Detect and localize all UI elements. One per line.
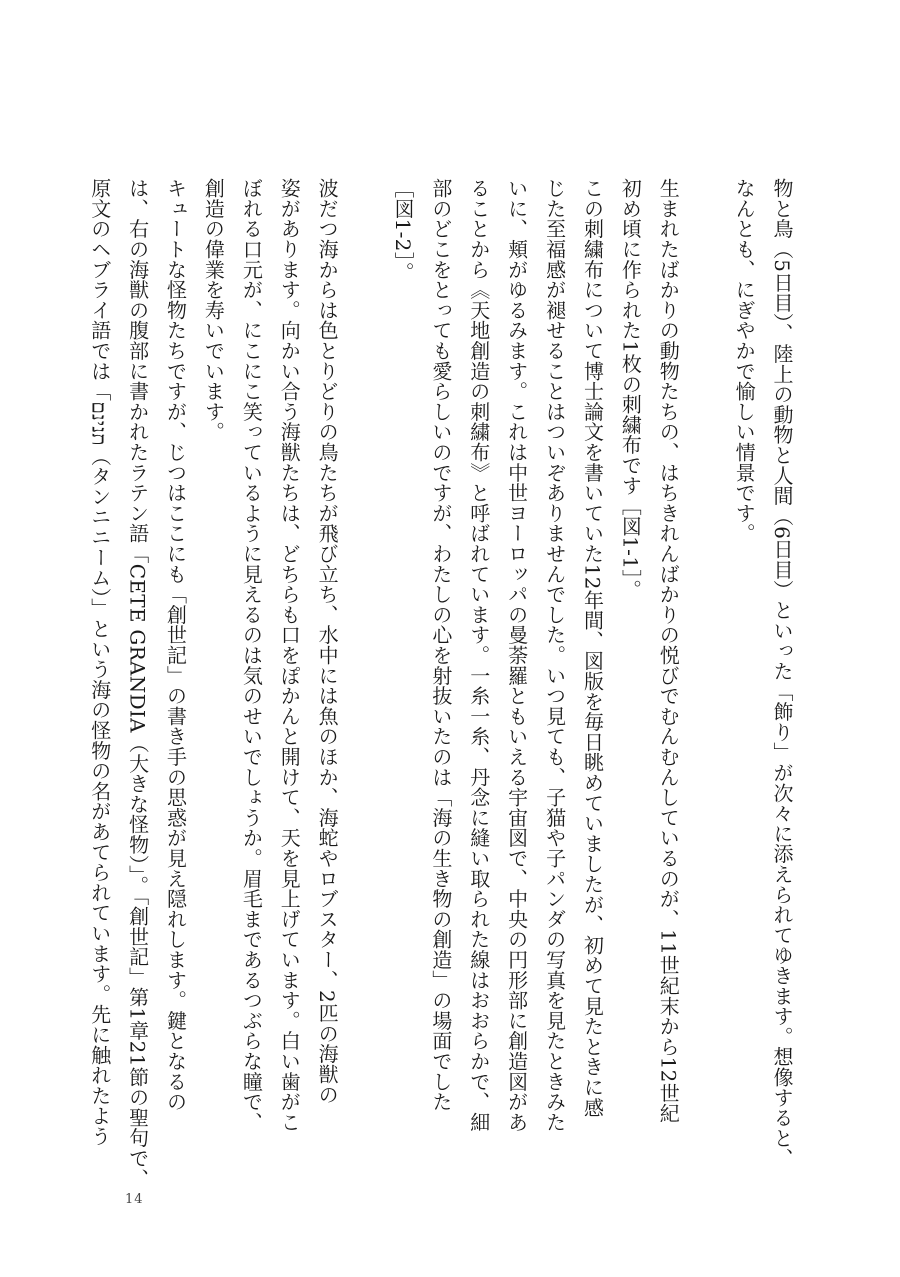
text-line: キュートな怪物たちですが、じつはここにも「創世記」の書き手の思惑が見え隠れします。鍵となるの <box>163 178 188 1112</box>
blank-line <box>345 178 383 1108</box>
blank-line <box>686 178 724 1108</box>
text-line: は、右の海獣の腹部に書かれたラテン語「CETE GRANDIA（大きな怪物）」。「創世記」第1章21節の聖句で、 <box>125 178 150 1189</box>
text-line: 物と鳥（5日目）、陸上の動物と人間（6日目）といった「飾り」が次々に添えられてゆきます。想像すると、 <box>770 178 794 1169</box>
text-line: 姿があります。向かい合う海獣たちは、どちらも口をぽかんと開けて、天を見上げています。白い歯がこ <box>277 178 302 1133</box>
text-line: ぼれる口元が、にこにこ笑っているように見えるのは気のせいでしょうか。眉毛まであるつぶらな瞳で、 <box>239 178 264 1133</box>
text-line: この刺繍布について博士論文を書いていた12年間、図版を毎日眺めていましたが、初めて見たときに感 <box>580 178 605 1118</box>
text-line: いに、頬がゆるみます。これは中世ヨーロッパの曼荼羅ともいえる宇宙図で、中央の円形部に創造図があ <box>504 178 529 1133</box>
text-line: 初め頃に作られた1枚の刺繍布です［図1-1］。 <box>618 178 643 600</box>
text-line: 生まれたばかりの動物たちの、はちきれんばかりの悦びでむんむんしているのが、11世紀末から12世紀 <box>656 178 681 1124</box>
text-line: じた至福感が褪せることはついぞありませんでした。いつ見ても、子猫や子パンダの写真を見たときみた <box>542 178 567 1133</box>
page-number: 14 <box>125 1192 144 1207</box>
body-text <box>80 178 800 1189</box>
text-line: 部のどこをとっても愛らしいのですが、わたしの心を射抜いたのは「海の生き物の創造」の場面でした <box>428 178 453 1112</box>
text-line: ることから《天地創造の刺繍布》と呼ばれています。一糸一糸、丹念に縫い取られた線はおおらかで、細 <box>466 178 491 1133</box>
text-line: ［図1-2］。 <box>390 178 415 283</box>
text-line: なんとも、にぎやかで愉しい情景です。 <box>732 178 757 544</box>
text-line: 原文のヘブライ語では「תנינם（タンニニーム）」という海の怪物の名があてられています。先に触れたよう <box>87 178 112 1147</box>
text-line: 創造の偉業を寿いでいます。 <box>201 178 226 442</box>
text-line: 波だつ海からは色とりどりの鳥たちが飛び立ち、水中には魚のほか、海蛇やロブスター、2匹の海獣の <box>315 178 340 1105</box>
